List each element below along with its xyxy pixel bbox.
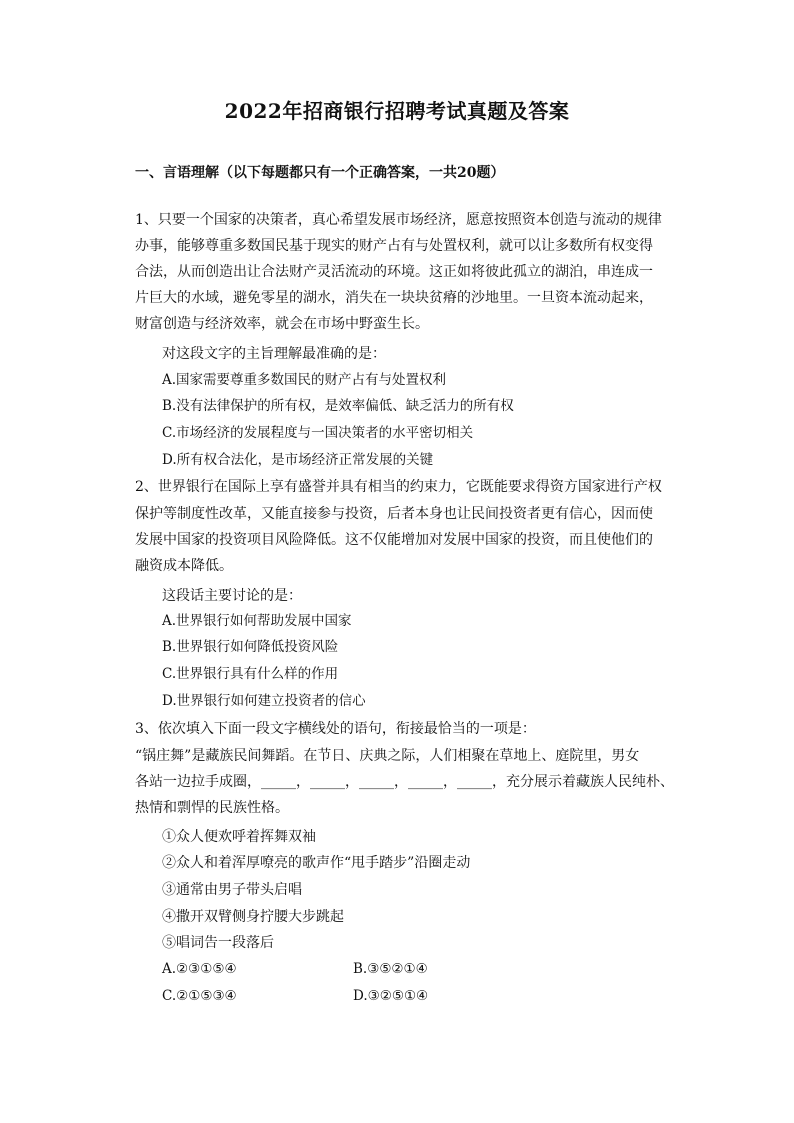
q1-option-b: B.没有法律保护的所有权，是效率偏低、缺乏活力的所有权: [162, 398, 514, 414]
q3-item-4: ④撒开双臂侧身拧腰大步跳起: [162, 909, 344, 925]
q3-line-1: 3、依次填入下面一段文字横线处的语句，衔接最恰当的一项是：: [135, 721, 536, 737]
document-title: 2022年招商银行招聘考试真题及答案: [224, 99, 570, 123]
q3-option-d: D.③②⑤①④: [353, 988, 429, 1004]
q1-line-2: 办事，能够尊重多数国民基于现实的财产占有与处置权利，就可以让多数所有权变得: [135, 238, 653, 254]
q1-line-1: 1、只要一个国家的决策者，真心希望发展市场经济，愿意按照资本创造与流动的规律: [135, 212, 662, 228]
q1-prompt: 对这段文字的主旨理解最准确的是：: [162, 346, 386, 362]
q2-line-3: 发展中国家的投资项目风险降低。这不仅能增加对发展中国家的投资，而且使他们的: [135, 532, 653, 548]
q1-line-5: 财富创造与经济效率，就会在市场中野蛮生长。: [135, 316, 429, 332]
q2-line-4: 融资成本降低。: [135, 558, 233, 574]
q2-option-a: A.世界银行如何帮助发展中国家: [162, 613, 352, 629]
q3-option-b: B.③⑤②①④: [353, 961, 428, 977]
q2-option-c: C.世界银行具有什么样的作用: [162, 666, 339, 682]
q3-line-2: “锅庄舞”是藏族民间舞蹈。在节日、庆典之际，人们相聚在草地上、庭院里，男女: [135, 748, 640, 764]
q3-line-4: 热情和剽悍的民族性格。: [135, 800, 289, 816]
q3-item-2: ②众人和着浑厚嘹亮的歌声作“甩手踏步”沿圈走动: [162, 855, 471, 871]
q3-item-3: ③通常由男子带头启唱: [162, 882, 302, 898]
q3-item-5: ⑤唱词告一段落后: [162, 935, 274, 951]
q2-option-d: D.世界银行如何建立投资者的信心: [162, 693, 366, 709]
q1-line-3: 合法，从而创造出让合法财产灵活流动的环境。这正如将彼此孤立的湖泊，串连成一: [135, 264, 653, 280]
q1-option-c: C.市场经济的发展程度与一国决策者的水平密切相关: [162, 425, 474, 441]
q3-option-c: C.②①⑤③④: [162, 988, 237, 1004]
q1-option-a: A.国家需要尊重多数国民的财产占有与处置权利: [162, 372, 447, 388]
q3-option-a: A.②③①⑤④: [162, 961, 237, 977]
q2-line-1: 2、世界银行在国际上享有盛誉并具有相当的约束力，它既能要求得资方国家进行产权: [135, 479, 662, 495]
section-heading: 一、言语理解（以下每题都只有一个正确答案，一共20题）: [135, 165, 505, 181]
q1-option-d: D.所有权合法化，是市场经济正常发展的关键: [162, 452, 434, 468]
q2-prompt: 这段话主要讨论的是：: [162, 588, 302, 604]
q1-line-4: 片巨大的水域，避免零星的湖水，消失在一块块贫瘠的沙地里。一旦资本流动起来，: [135, 290, 653, 306]
q2-option-b: B.世界银行如何降低投资风险: [162, 639, 339, 655]
q2-line-2: 保护等制度性改革，又能直接参与投资，后者本身也让民间投资者更有信心，因而使: [135, 506, 653, 522]
q3-line-3: 各站一边拉手成圈，_____，_____，_____，_____，_____，充分展示着藏族人民纯朴、: [135, 774, 674, 790]
q3-item-1: ①众人便欢呼着挥舞双袖: [162, 829, 316, 845]
